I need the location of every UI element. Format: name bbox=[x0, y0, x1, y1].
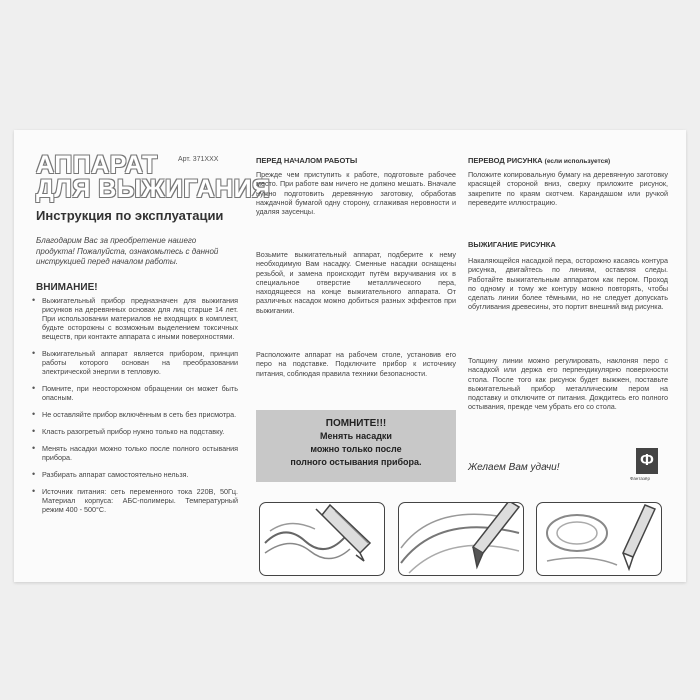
list-item: • Разбирать аппарат самостоятельно нельзя. bbox=[32, 470, 238, 479]
article-number: Арт. 371XXX bbox=[178, 156, 219, 163]
title-line-1: АППАРАТ bbox=[36, 151, 158, 179]
remember-box bbox=[256, 410, 456, 482]
logo-text: Фантазёр bbox=[630, 476, 650, 481]
pen-wavy-lines-icon bbox=[260, 503, 384, 575]
list-item: • Менять насадки можно только после полного остывания прибора. bbox=[32, 444, 238, 462]
list-item: • Выжигательный прибор предназначен для выжигания рисунков на деревянных основах для лиц старше 14 лет. При использовании материалов не входящих в комплект, будьте осторожны с возможным выделением токсичных веществ, при контакте аппарата с иными поверхностями. bbox=[32, 296, 238, 341]
transfer-p1: Положите копировальную бумагу на деревянную заготовку красящей стороной вниз, сверху приложите рисунок, закрепите по краям скотчем. Карандашом или ручкой переведите иллюстрацию. bbox=[468, 170, 668, 207]
warning-list bbox=[32, 296, 238, 522]
pen-circle-lines-icon bbox=[537, 503, 661, 575]
remember-line-1: Менять насадки bbox=[320, 431, 392, 441]
before-work-heading: ПЕРЕД НАЧАЛОМ РАБОТЫ bbox=[256, 156, 358, 165]
subtitle: Инструкция по эксплуатации bbox=[36, 208, 224, 223]
logo-letter: Ф bbox=[640, 452, 654, 469]
burning-p2: Толщину линии можно регулировать, наклоняя перо с насадкой или держа его перпендикулярно поверхности стола. После того как рисунок будет выжжен, поставьте выжигательный прибор металлическим пером на подставку и отключите от питания. Дождитесь его полного остывания, прежде чем убрать его со стола. bbox=[468, 356, 668, 412]
transfer-heading-note: (если используется) bbox=[544, 158, 611, 165]
burning-p1: Накаляющейся насадкой пера, осторожно касаясь контура рисунка, двигайтесь по линиям, оставляя следы. Работайте выжигательным аппаратом как пером. Проход по одному и тому же контуру можно повторять, чтобы сделать линии более тёмными, но не следует допускать обугливания древесины, это портит внешний вид рисунка. bbox=[468, 256, 668, 312]
list-item: • Класть разогретый прибор нужно только на подставку. bbox=[32, 427, 238, 436]
burning-heading: ВЫЖИГАНИЕ РИСУНКА bbox=[468, 240, 556, 249]
instruction-sheet bbox=[14, 130, 686, 582]
remember-line-2: можно только после bbox=[310, 444, 402, 454]
list-item: • Помните, при неосторожном обращении он может быть опасным. bbox=[32, 384, 238, 402]
warning-heading: ВНИМАНИЕ! bbox=[36, 282, 98, 293]
pen-curve-lines-icon bbox=[399, 503, 523, 575]
illustration-1 bbox=[259, 502, 385, 576]
illustration-2 bbox=[398, 502, 524, 576]
list-item: • Выжигательный аппарат является прибором, принцип работы которого основан на преобразовании электрической энергии в тепловую. bbox=[32, 349, 238, 376]
list-item: • Не оставляйте прибор включённым в сеть без присмотра. bbox=[32, 410, 238, 419]
title-line-2: ДЛЯ ВЫЖИГАНИЯ bbox=[36, 175, 271, 203]
thanks-text: Благодарим Вас за преобретение нашего продукта! Пожалуйста, ознакомьтесь с данной инструкцией перед началом работы. bbox=[36, 236, 219, 266]
before-work-p2: Возьмите выжигательный аппарат, подберите к нему необходимую Вам насадку. Сменные насадки оснащены резьбой, и замена происходит путём вкручивания их в специальное отверстие металлического пера, находящееся на конце выжигательного аппарата. От различных насадок можно добиться разных эффектов при выжигании. bbox=[256, 250, 456, 315]
wish-text: Желаем Вам удачи! bbox=[468, 462, 560, 473]
remember-title: ПОМНИТЕ!!! bbox=[325, 418, 387, 429]
list-item: • Источник питания: сеть переменного тока 220В, 50Гц. Материал корпуса: АБС-полимеры. Температурный режим 400 - 500°С. bbox=[32, 487, 238, 514]
remember-line-3: полного остывания прибора. bbox=[290, 457, 422, 467]
fantazer-logo bbox=[636, 448, 658, 474]
transfer-heading-text: ПЕРЕВОД РИСУНКА bbox=[468, 156, 543, 165]
before-work-p1: Прежде чем приступить к работе, подготовьте рабочее место. При работе вам ничего не должно мешать. Вначале нужно подготовить деревянную заготовку, обработав наждачной бумагой одну сторону, сглаживая неровности и удаляя заусенцы. bbox=[256, 170, 456, 217]
transfer-heading bbox=[468, 156, 610, 165]
illustration-3 bbox=[536, 502, 662, 576]
before-work-p3: Расположите аппарат на рабочем столе, установив его перо на подставке. Подключите прибор к источнику питания, соблюдая правила техники безопасности. bbox=[256, 350, 456, 378]
